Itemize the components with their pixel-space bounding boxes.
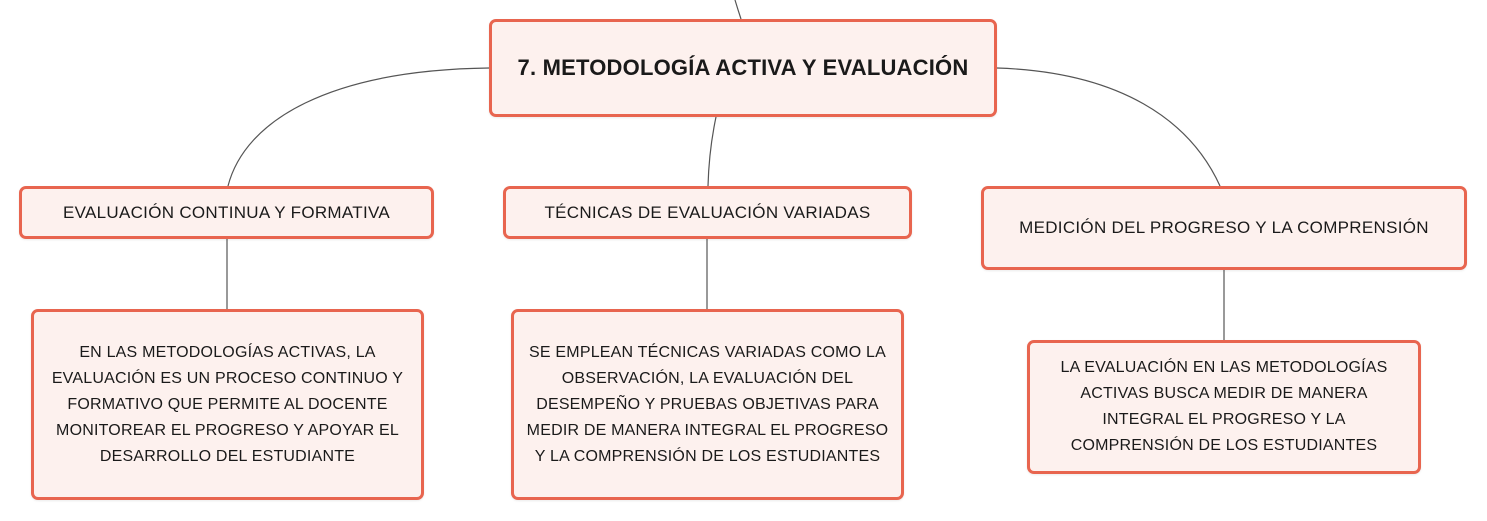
detail-node-evaluacion-continua[interactable] xyxy=(31,309,424,500)
detail-node-medicion-progreso[interactable] xyxy=(1027,340,1421,474)
connector-root-to-branch-2 xyxy=(708,117,716,186)
root-topic[interactable] xyxy=(489,19,997,117)
detail-text: EN LAS METODOLOGÍAS ACTIVAS, LA EVALUACIÓN ES UN PROCESO CONTINUO Y FORMATIVO QUE PERMITE AL DOCENTE MONITOREAR EL PROGRESO Y APOYAR EL DESARROLLO DEL ESTUDIANTE xyxy=(51,343,404,465)
connector-root-to-branch-1 xyxy=(228,68,489,186)
branch-label: MEDICIÓN DEL PROGRESO Y LA COMPRENSIÓN xyxy=(1019,218,1429,237)
detail-text: SE EMPLEAN TÉCNICAS VARIADAS COMO LA OBSERVACIÓN, LA EVALUACIÓN DEL DESEMPEÑO Y PRUEBAS OBJETIVAS PARA MEDIR DE MANERA INTEGRAL EL PROGRESO Y LA COMPRENSIÓN DE LOS ESTUDIANTES xyxy=(526,343,889,465)
root-topic-label: 7. METODOLOGÍA ACTIVA Y EVALUACIÓN xyxy=(517,55,969,80)
detail-node-tecnicas-evaluacion[interactable] xyxy=(511,309,904,500)
connector-root-to-branch-3 xyxy=(997,68,1220,186)
branch-node-evaluacion-continua[interactable] xyxy=(19,186,434,239)
detail-text: LA EVALUACIÓN EN LAS METODOLOGÍAS ACTIVAS BUSCA MEDIR DE MANERA INTEGRAL EL PROGRESO Y LA COMPRENSIÓN DE LOS ESTUDIANTES xyxy=(1060,359,1388,454)
branch-label: TÉCNICAS DE EVALUACIÓN VARIADAS xyxy=(544,202,871,222)
branch-label: EVALUACIÓN CONTINUA Y FORMATIVA xyxy=(62,202,390,222)
branch-node-medicion-progreso[interactable] xyxy=(981,186,1467,270)
connector-parent-to-root xyxy=(735,0,741,19)
branch-node-tecnicas-evaluacion[interactable] xyxy=(503,186,912,239)
